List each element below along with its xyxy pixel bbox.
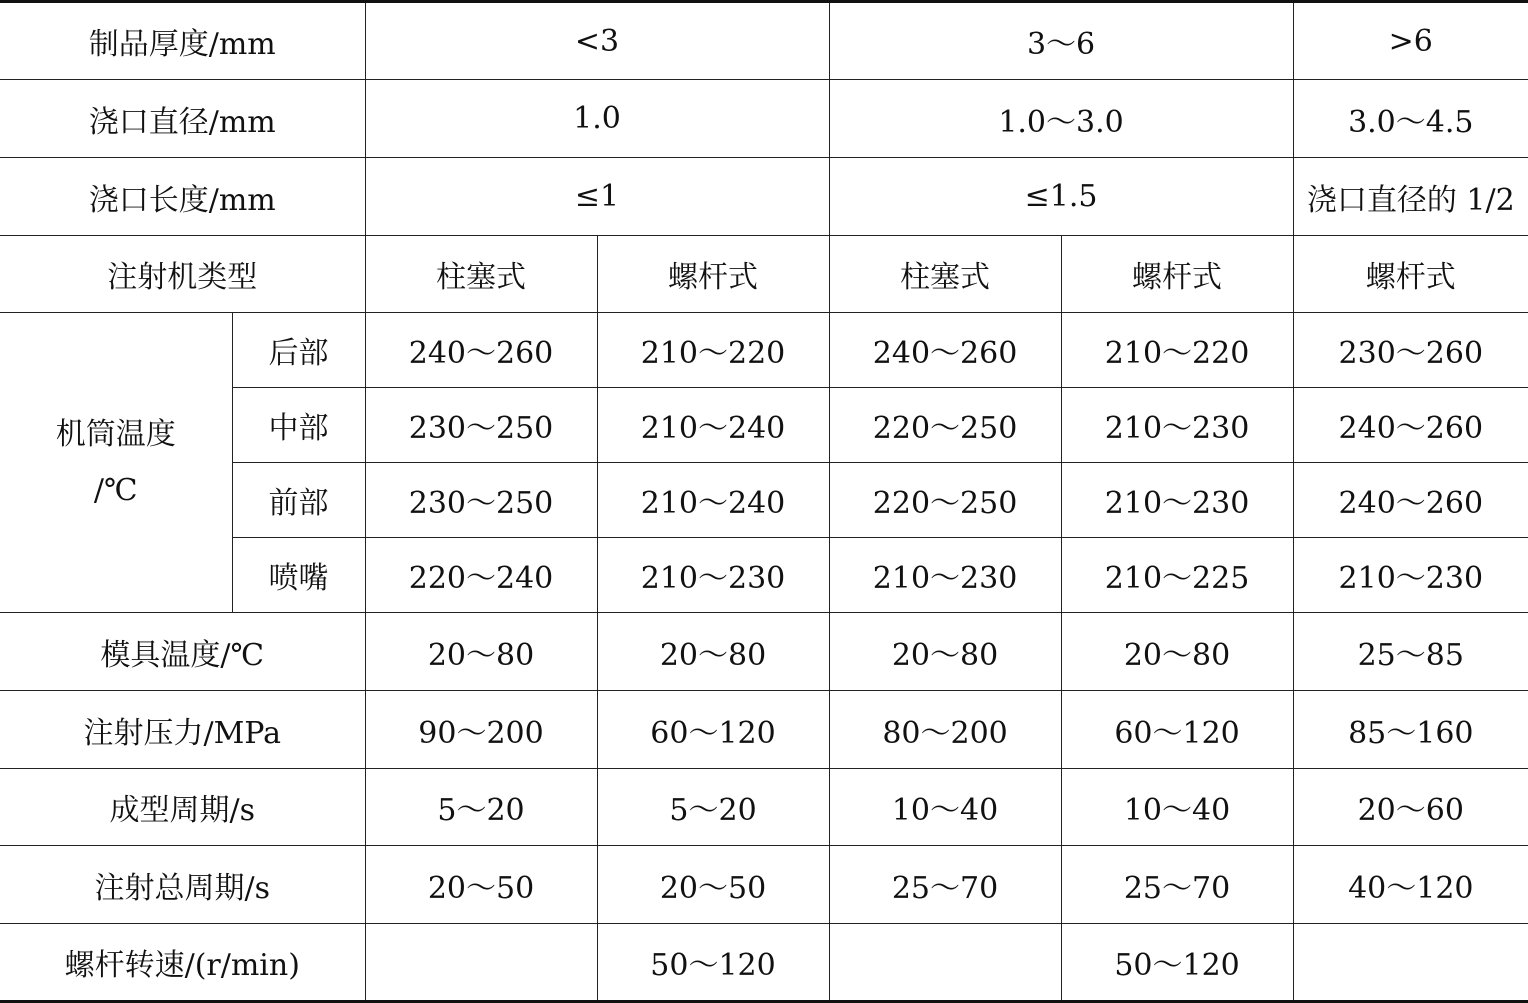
row-label: 制品厚度/mm	[0, 2, 365, 80]
table-cell: 240～260	[1293, 388, 1528, 463]
table-cell: 浇口直径的 1/2	[1293, 158, 1528, 236]
table-row	[0, 846, 1528, 924]
table-row	[0, 613, 1528, 691]
table-cell: 210～220	[1061, 313, 1293, 388]
table-cell: 210～230	[1061, 463, 1293, 538]
table-row	[0, 691, 1528, 769]
table-cell: 25～85	[1293, 613, 1528, 691]
table-cell: 230～250	[365, 463, 597, 538]
row-label: 成型周期/s	[0, 769, 365, 846]
table-cell: 80～200	[829, 691, 1061, 769]
table-row	[0, 769, 1528, 846]
table-cell: 240～260	[1293, 463, 1528, 538]
row-label: 浇口长度/mm	[0, 158, 365, 236]
table-cell	[829, 924, 1061, 1002]
table-cell: 210～240	[597, 388, 829, 463]
table-cell: 220～240	[365, 538, 597, 613]
table-cell: 10～40	[829, 769, 1061, 846]
table-cell: 210～230	[597, 538, 829, 613]
table-cell: 25～70	[829, 846, 1061, 924]
table-cell: 10～40	[1061, 769, 1293, 846]
table-cell: 20～50	[365, 846, 597, 924]
table-row	[0, 924, 1528, 1002]
zone-label: 后部	[232, 313, 365, 388]
table-cell: 220～250	[829, 463, 1061, 538]
table-cell: 柱塞式	[829, 236, 1061, 313]
row-label: 浇口直径/mm	[0, 80, 365, 158]
table-cell: ≤1.5	[829, 158, 1293, 236]
table-cell: 60～120	[1061, 691, 1293, 769]
barrel-label-line2: /℃	[93, 472, 138, 508]
table-cell: 210～230	[1061, 388, 1293, 463]
table-row	[0, 2, 1528, 80]
table-cell: 50～120	[597, 924, 829, 1002]
table-cell: 20～80	[1061, 613, 1293, 691]
table-cell: <3	[365, 2, 829, 80]
table-cell: 90～200	[365, 691, 597, 769]
table-cell: 5～20	[365, 769, 597, 846]
table-cell: 220～250	[829, 388, 1061, 463]
table-cell: 210～220	[597, 313, 829, 388]
table-cell: 螺杆式	[1293, 236, 1528, 313]
table-cell: 210～230	[1293, 538, 1528, 613]
table-cell: 20～50	[597, 846, 829, 924]
table-cell: 25～70	[1061, 846, 1293, 924]
table-cell: 40～120	[1293, 846, 1528, 924]
table-cell: >6	[1293, 2, 1528, 80]
table-cell: 50～120	[1061, 924, 1293, 1002]
table-cell: 螺杆式	[597, 236, 829, 313]
table-cell: 240～260	[829, 313, 1061, 388]
table-cell: 85～160	[1293, 691, 1528, 769]
table-cell: 210～240	[597, 463, 829, 538]
row-label: 注射总周期/s	[0, 846, 365, 924]
zone-label: 前部	[232, 463, 365, 538]
zone-label: 中部	[232, 388, 365, 463]
table-cell	[1293, 924, 1528, 1002]
table-cell: 3～6	[829, 2, 1293, 80]
table-cell: 20～80	[365, 613, 597, 691]
row-label: 注射压力/MPa	[0, 691, 365, 769]
table-cell: 螺杆式	[1061, 236, 1293, 313]
row-label: 螺杆转速/(r/min)	[0, 924, 365, 1002]
table-cell: 3.0～4.5	[1293, 80, 1528, 158]
zone-label: 喷嘴	[232, 538, 365, 613]
table-row	[0, 236, 1528, 313]
barrel-temperature-label	[0, 313, 232, 613]
table-cell: 1.0～3.0	[829, 80, 1293, 158]
barrel-label-line1: 机筒温度	[55, 416, 176, 452]
table-cell: 20～60	[1293, 769, 1528, 846]
table-cell: ≤1	[365, 158, 829, 236]
table-cell: 20～80	[829, 613, 1061, 691]
table-cell	[365, 924, 597, 1002]
table-cell: 230～260	[1293, 313, 1528, 388]
table-cell: 210～230	[829, 538, 1061, 613]
table-cell: 210～225	[1061, 538, 1293, 613]
row-label: 模具温度/℃	[0, 613, 365, 691]
row-label: 注射机类型	[0, 236, 365, 313]
table-row	[0, 158, 1528, 236]
table-cell: 1.0	[365, 80, 829, 158]
table-cell: 240～260	[365, 313, 597, 388]
table-cell: 60～120	[597, 691, 829, 769]
table-row	[0, 80, 1528, 158]
table-row	[0, 313, 1528, 388]
table-cell: 5～20	[597, 769, 829, 846]
table-cell: 20～80	[597, 613, 829, 691]
table-cell: 柱塞式	[365, 236, 597, 313]
table-cell: 230～250	[365, 388, 597, 463]
